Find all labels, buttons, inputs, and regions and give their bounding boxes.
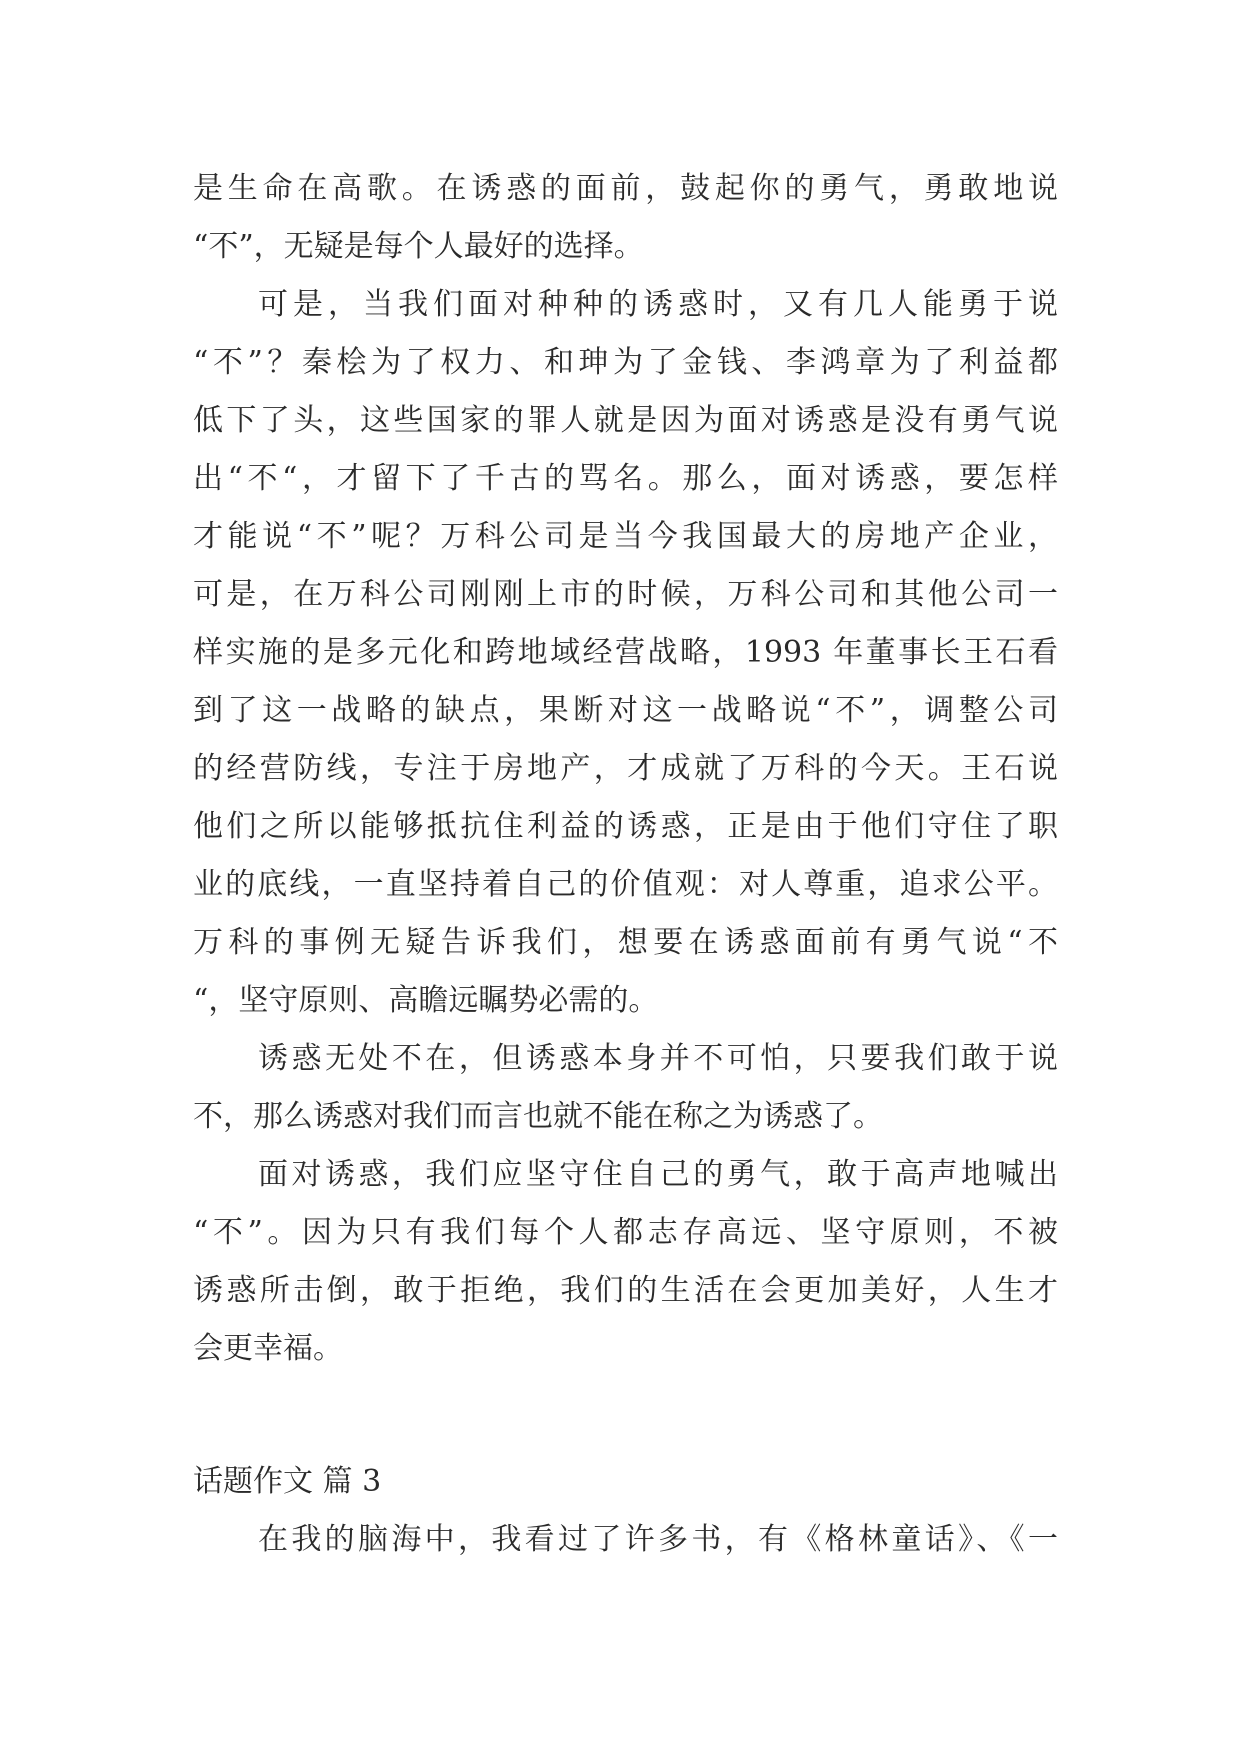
text-line: 不，那么诱惑对我们而言也就不能在称之为诱惑了。 bbox=[193, 1099, 883, 1134]
paragraph-2 bbox=[193, 276, 1058, 1030]
text-line: “，坚守原则、高瞻远瞩势必需的。 bbox=[193, 983, 659, 1018]
text-line: 万科的事例无疑告诉我们，想要在诱惑面前有勇气说“不 bbox=[193, 925, 1058, 960]
text-line: 样实施的是多元化和跨地域经营战略，1993 年董事长王石看 bbox=[193, 635, 1058, 670]
text-line: 业的底线，一直坚持着自己的价值观：对人尊重，追求公平。 bbox=[193, 867, 1058, 902]
paragraph-1-tail bbox=[193, 160, 1058, 276]
text-line: 低下了头，这些国家的罪人就是因为面对诱惑是没有勇气说 bbox=[193, 403, 1058, 438]
text-line: 诱惑无处不在，但诱惑本身并不可怕，只要我们敢于说 bbox=[258, 1041, 1058, 1076]
text-line: 会更幸福。 bbox=[193, 1331, 343, 1366]
text-line: 在我的脑海中，我看过了许多书，有《格林童话》、《一 bbox=[258, 1522, 1058, 1557]
section-heading: 话题作文 篇 3 bbox=[193, 1464, 382, 1499]
text-line: 可是，在万科公司刚刚上市的时候，万科公司和其他公司一 bbox=[193, 577, 1058, 612]
text-line: 诱惑所击倒，敢于拒绝，我们的生活在会更加美好，人生才 bbox=[193, 1273, 1058, 1308]
section-spacer bbox=[193, 1378, 1058, 1436]
text-line: 面对诱惑，我们应坚守住自己的勇气，敢于高声地喊出 bbox=[258, 1157, 1058, 1192]
paragraph-5 bbox=[193, 1511, 1058, 1569]
document-page bbox=[193, 160, 1058, 1569]
text-line: “不”？秦桧为了权力、和珅为了金钱、李鸿章为了利益都 bbox=[193, 345, 1058, 380]
text-line: 出“不“，才留下了千古的骂名。那么，面对诱惑，要怎样 bbox=[193, 461, 1058, 496]
text-line: 可是，当我们面对种种的诱惑时，又有几人能勇于说 bbox=[258, 287, 1058, 322]
paragraph-3 bbox=[193, 1030, 1058, 1146]
text-line: 是生命在高歌。在诱惑的面前，鼓起你的勇气，勇敢地说 bbox=[193, 171, 1058, 206]
paragraph-4 bbox=[193, 1146, 1058, 1378]
text-line: 才能说“不”呢？万科公司是当今我国最大的房地产企业， bbox=[193, 519, 1058, 554]
text-line: “不”。因为只有我们每个人都志存高远、坚守原则，不被 bbox=[193, 1215, 1058, 1250]
text-line: “不”，无疑是每个人最好的选择。 bbox=[193, 229, 644, 264]
text-line: 的经营防线，专注于房地产，才成就了万科的今天。王石说 bbox=[193, 751, 1058, 786]
text-line: 到了这一战略的缺点，果断对这一战略说“不”，调整公司 bbox=[193, 693, 1058, 728]
text-line: 他们之所以能够抵抗住利益的诱惑，正是由于他们守住了职 bbox=[193, 809, 1058, 844]
